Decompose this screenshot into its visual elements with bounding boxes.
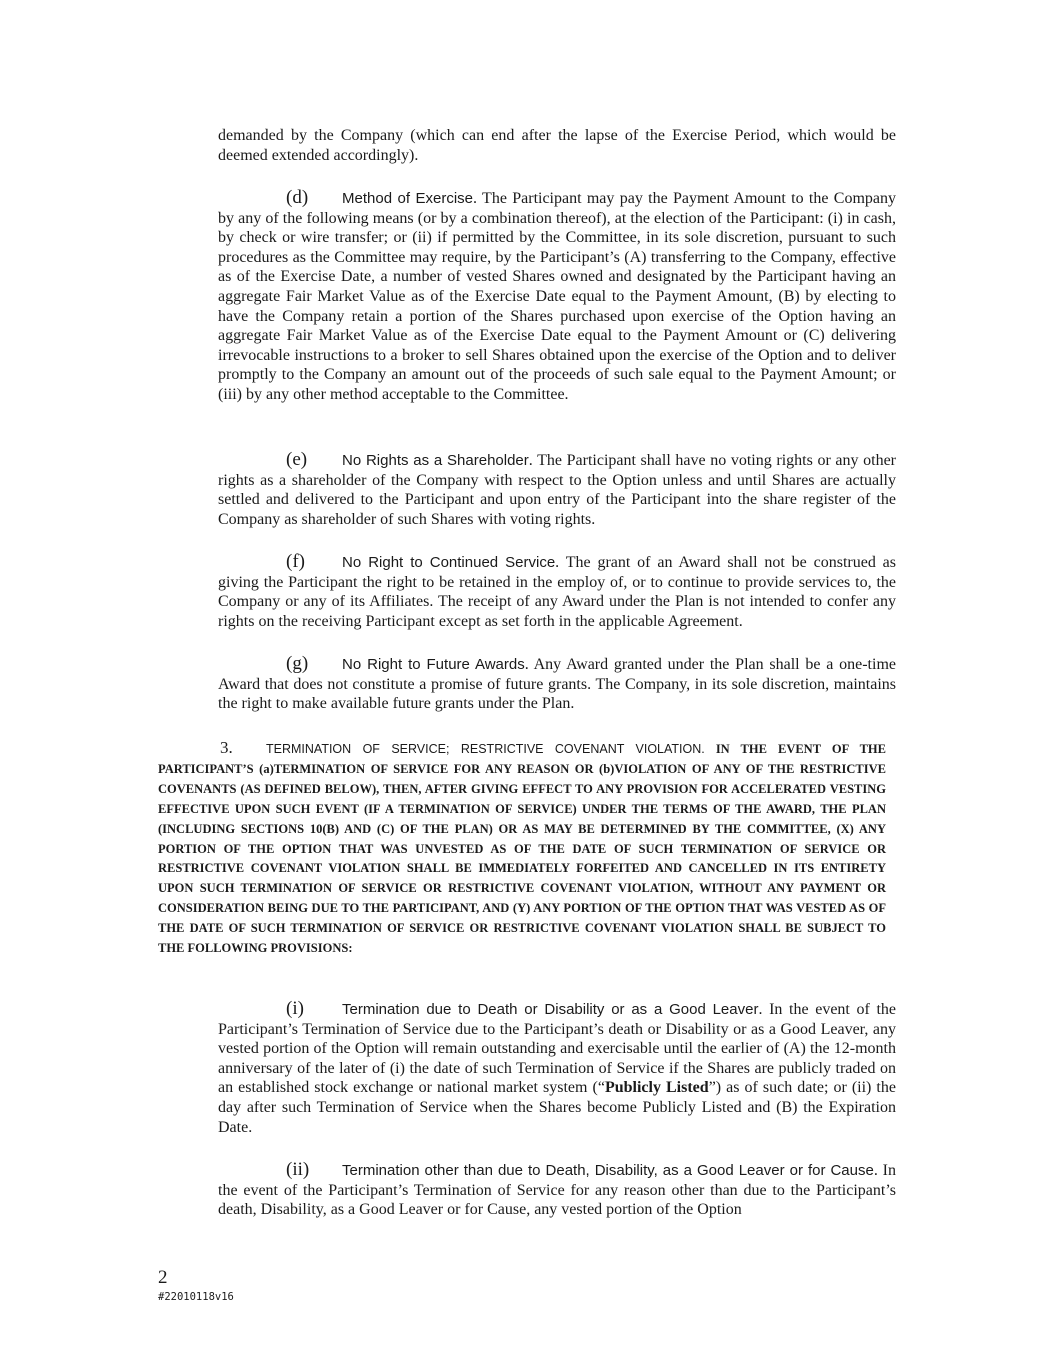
section-3-termination [158, 738, 886, 959]
paragraph-method-of-exercise [218, 188, 896, 405]
paragraph-marker: (g) [286, 653, 309, 674]
paragraph-text-continued: ”) as of such date; or (ii) the day after such Termination of Service when the Shares become Publicly Listed and (B) the Expiration Date. [218, 1079, 896, 1136]
paragraph-heading: Termination other than due to Death, Disability, as a Good Leaver or for Cause [342, 1162, 874, 1179]
page-number: 2 [158, 1267, 168, 1288]
paragraph-text: . In the event of the Participant’s Termination of Service due to the Participant’s death or Disability or as a Good Leaver, any vested portion of the Option will remain outstanding and exercisable until the earlier of (A) the 12-month anniversary of the later of (i) the date of such Termination of Service if the Shares are publicly traded on an established stock exchange or national market system (“ [218, 1001, 896, 1097]
document-id: #22010118v16 [158, 1291, 234, 1303]
paragraph-marker: (ii) [286, 1159, 310, 1180]
paragraph-text: . The Participant shall have no voting rights or any other rights as a shareholder of the Company with respect to the Option unless and until Shares are actually settled and delivered to the Participant and upon entry of the Participant into the share register of the Company as shareholder of such Shares with voting rights. [218, 452, 896, 528]
paragraph-no-rights-as-shareholder [218, 450, 896, 529]
paragraph-heading: Termination due to Death or Disability or as a Good Leaver [342, 1001, 759, 1018]
paragraph-text: . Any Award granted under the Plan shall be a one-time Award that does not constitute a promise of future grants. The Company, in its sole discretion, maintains the right to make available future grants under the Plan. [218, 656, 896, 713]
paragraph-text: . The grant of an Award shall not be construed as giving the Participant the right to be retained in the employ of, or to continue to provide services to, the Company or any of its Affiliates. The receipt of any Award under the Plan is not intended to confer any rights on the receiving Participant except as set forth in the applicable Agreement. [218, 554, 897, 630]
paragraph-text: . In the event of the Participant’s Termination of Service for any reason other than due to the Participant’s death, Disability, as a Good Leaver or for Cause, any vested portion of the Option [218, 1162, 897, 1219]
section-title: TERMINATION OF SERVICE; RESTRICTIVE COVENANT VIOLATION. [266, 742, 705, 756]
paragraph-marker: (f) [286, 551, 305, 572]
paragraph-termination-death-disability [218, 999, 896, 1137]
paragraph-heading: No Right to Continued Service [342, 554, 556, 571]
paragraph-termination-other [218, 1160, 896, 1220]
section-number: 3. [220, 738, 233, 757]
paragraph-text: . The Participant may pay the Payment Amount to the Company by any of the following means (or by a combination thereof), at the election of the Participant: (i) in cash, by check or wire transfer; or (ii) if permitted by the Committee, in its sole discretion, pursuant to such procedures as the Committee may require, by the Participant’s (A) transferring to the Company, effective as of the Exercise Date, a number of vested Shares owned and designated by the Participant having an aggregate Fair Market Value as of the Exercise Date equal to the Payment Amount, (B) by electing to have the Company retain a portion of the Shares purchased upon exercise of the Option having an aggregate Fair Market Value as of the Exercise Date equal to the Payment Amount or (C) delivering irrevocable instructions to a broker to sell Shares obtained upon the exercise of the Option and to deliver promptly to the Company an amount out of the proceeds of such sale equal to the Payment Amount; or (iii) by any other method acceptable to the Committee. [218, 190, 897, 403]
paragraph-marker: (e) [286, 449, 308, 470]
paragraph-no-right-to-future-awards [218, 654, 896, 714]
paragraph-heading: No Rights as a Shareholder [342, 452, 529, 469]
paragraph-marker: (d) [286, 187, 309, 208]
paragraph-no-right-to-continued-service [218, 552, 896, 631]
section-text: IN THE EVENT OF THE PARTICIPANT’S (a)TERMINATION OF SERVICE FOR ANY REASON OR (b)VIOLATION OF ANY OF THE RESTRICTIVE COVENANTS (AS DEFINED BELOW), THEN, AFTER GIVING EFFECT TO ANY PROVISION FOR ACCELERATED VESTING EFFECTIVE UPON SUCH EVENT (IF A TERMINATION OF SERVICE) UNDER THE TERMS OF THE AWARD, THE PLAN (INCLUDING SECTIONS 10(B) AND (C) OF THE PLAN) OR AS MAY BE DETERMINED BY THE COMMITTEE, (X) ANY PORTION OF THE OPTION THAT WAS UNVESTED AS OF THE DATE OF SUCH TERMINATION OF SERVICE OR RESTRICTIVE COVENANT VIOLATION SHALL BE IMMEDIATELY FORFEITED AND CANCELLED IN ITS ENTIRETY UPON SUCH TERMINATION OF SERVICE OR RESTRICTIVE COVENANT VIOLATION, WITHOUT ANY PAYMENT OR CONSIDERATION BEING DUE TO THE PARTICIPANT, AND (Y) ANY PORTION OF THE OPTION THAT WAS VESTED AS OF THE DATE OF SUCH TERMINATION OF SERVICE OR RESTRICTIVE COVENANT VIOLATION SHALL BE SUBJECT TO THE FOLLOWING PROVISIONS: [158, 742, 886, 956]
paragraph-heading: No Right to Future Awards [342, 656, 525, 673]
paragraph-text: demanded by the Company (which can end after the lapse of the Exercise Period, which would be deemed extended accordingly). [218, 127, 896, 164]
defined-term: Publicly Listed [604, 1079, 709, 1097]
paragraph-marker: (i) [286, 998, 304, 1019]
paragraph-heading: Method of Exercise [342, 190, 474, 207]
paragraph-continuation [218, 126, 896, 165]
